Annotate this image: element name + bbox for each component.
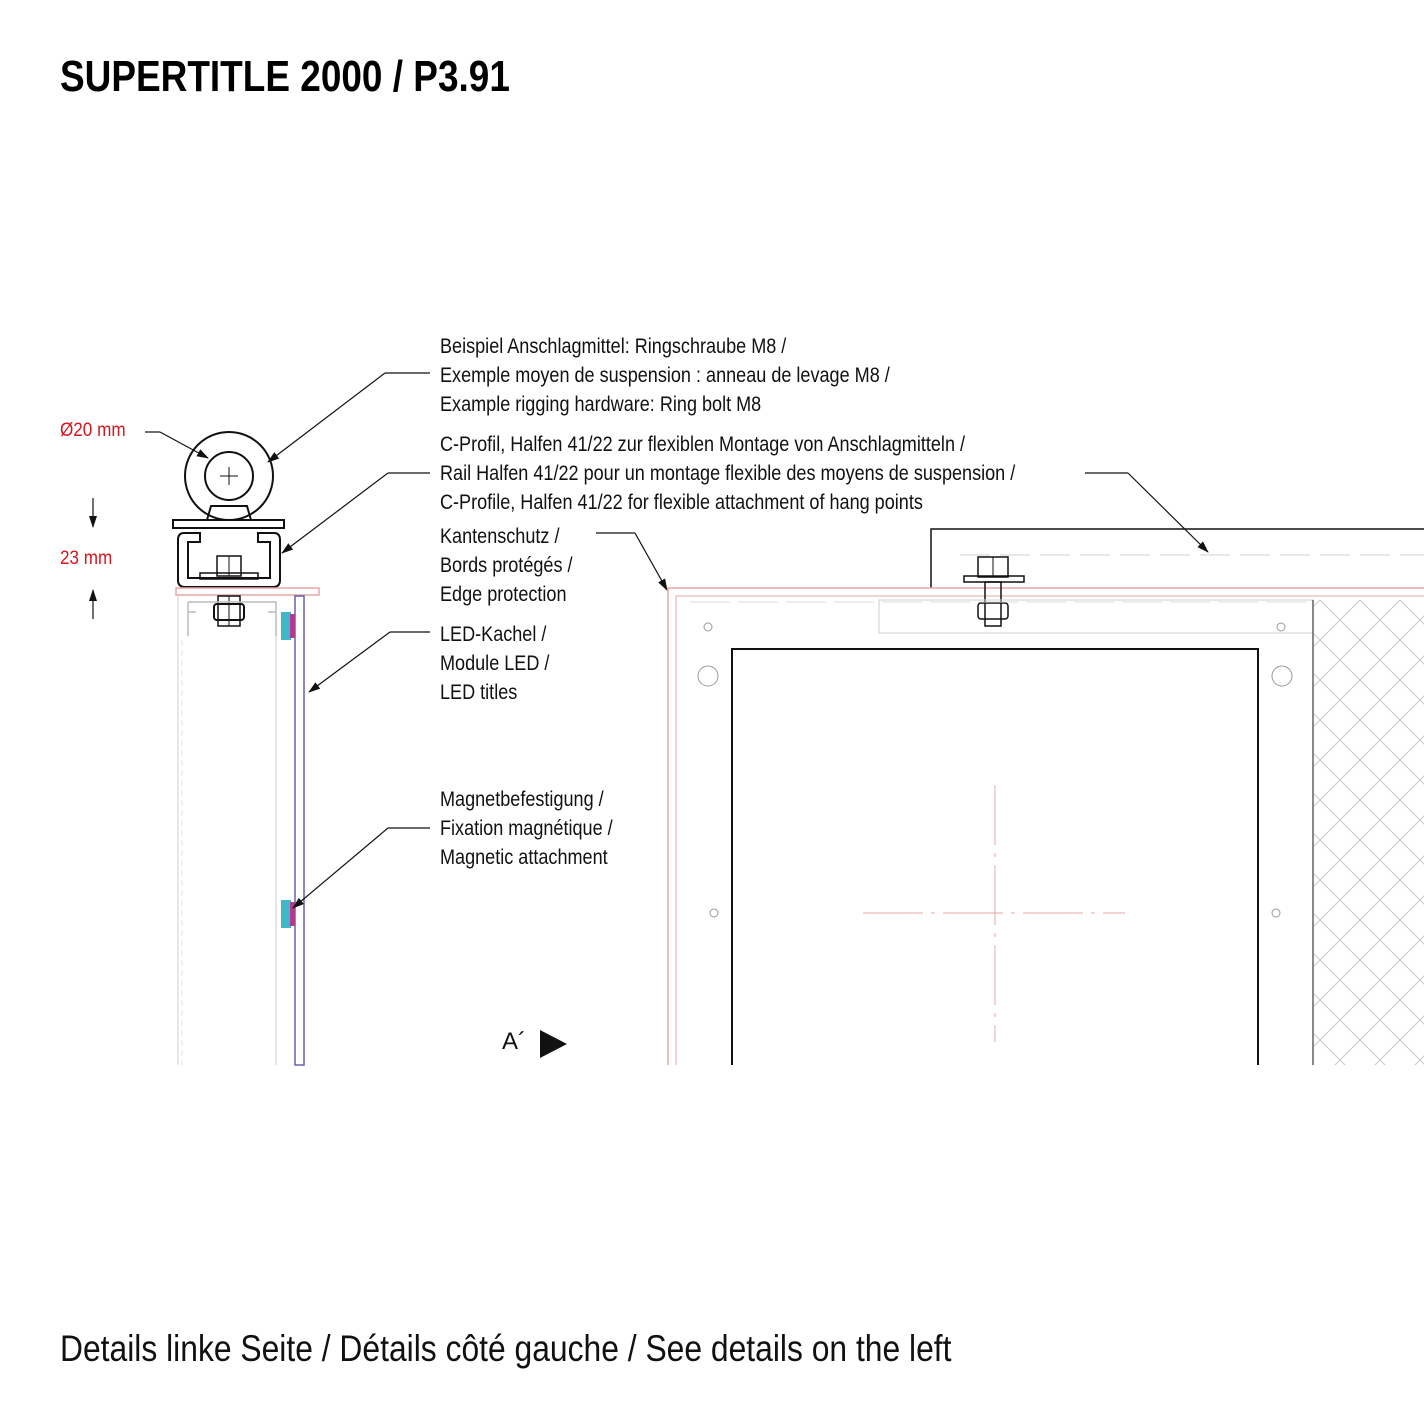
annotation-line: Bords protégés / xyxy=(440,554,573,577)
annotation-line: Magnetic attachment xyxy=(440,846,608,869)
ring-bolt xyxy=(173,432,284,528)
magnet-top xyxy=(281,612,291,640)
section-label: A´ xyxy=(502,1028,526,1055)
rigging-annotation xyxy=(440,332,890,419)
annotation-line: Rail Halfen 41/22 pour un montage flexible des moyens de suspension / xyxy=(440,462,1016,485)
front-view xyxy=(668,529,1424,1065)
annotation-line: Beispiel Anschlagmittel: Ringschraube M8 / xyxy=(440,335,787,358)
annotation-line: Edge protection xyxy=(440,583,567,606)
annotation-line: Fixation magnétique / xyxy=(440,817,613,840)
page-title: SUPERTITLE 2000 / P3.91 xyxy=(60,52,510,101)
section-arrow-icon xyxy=(540,1030,567,1058)
footer-caption: Details linke Seite / Détails côté gauche / See details on the left xyxy=(60,1328,952,1369)
annotation-line: Example rigging hardware: Ring bolt M8 xyxy=(440,393,762,416)
annotation-line: Magnetbefestigung / xyxy=(440,788,604,811)
annotation-line: Kantenschutz / xyxy=(440,525,560,548)
edge-protection-annotation xyxy=(440,522,573,609)
led-tile-annotation xyxy=(440,620,549,707)
dimension-lines xyxy=(93,432,208,619)
c-profile-rail xyxy=(178,533,280,587)
annotation-line: Exemple moyen de suspension : anneau de levage M8 / xyxy=(440,364,890,387)
annotation-line: C-Profile, Halfen 41/22 for flexible attachment of hang points xyxy=(440,491,923,514)
annotation-line: LED-Kachel / xyxy=(440,623,547,646)
annotation-line: C-Profil, Halfen 41/22 zur flexiblen Montage von Anschlagmitteln / xyxy=(440,433,966,456)
side-section xyxy=(173,432,319,1065)
annotation-line: Module LED / xyxy=(440,652,550,675)
magnet-bottom xyxy=(281,900,291,928)
height-dimension-label: 23 mm xyxy=(60,548,113,569)
magnet-annotation xyxy=(440,785,613,872)
annotation-line: LED titles xyxy=(440,681,518,704)
c-profile-annotation xyxy=(440,430,1015,517)
diameter-dimension-label: Ø20 mm xyxy=(60,420,126,441)
led-tile xyxy=(295,596,304,1065)
